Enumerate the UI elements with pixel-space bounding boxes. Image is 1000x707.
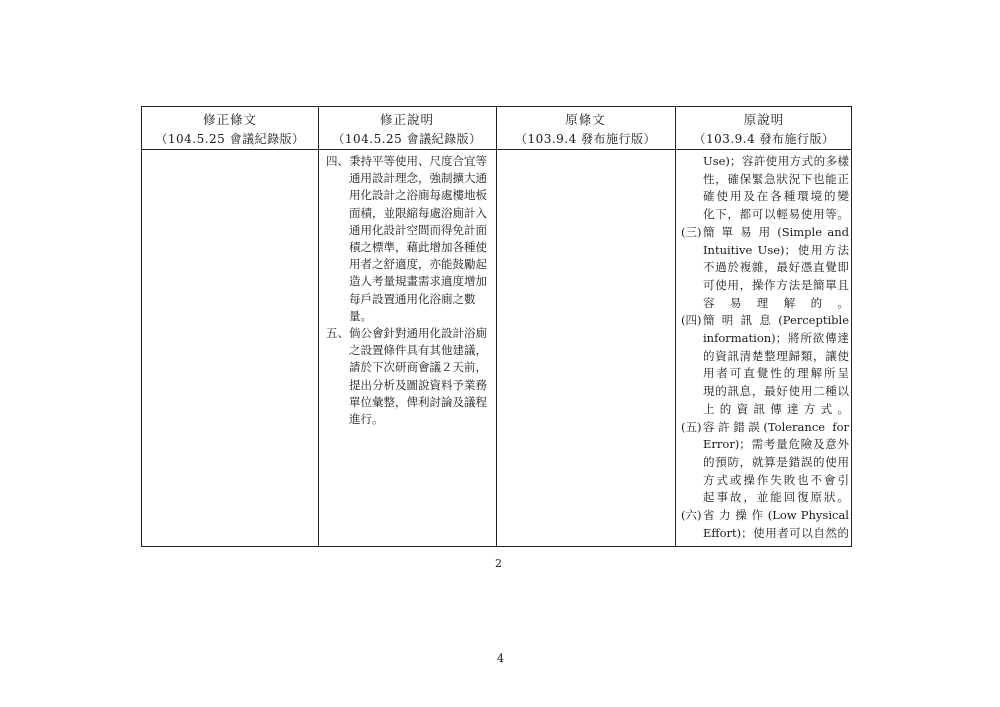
explanation-line bbox=[681, 489, 849, 507]
header-revised-text bbox=[142, 107, 318, 149]
header-subtitle: （103.9.4 發布施行版） bbox=[693, 132, 835, 146]
header-subtitle: （104.5.25 會議紀錄版） bbox=[155, 132, 305, 146]
item-marker bbox=[681, 242, 703, 260]
explanation-line bbox=[681, 348, 849, 366]
explanation-line bbox=[681, 312, 849, 330]
explanation-line bbox=[681, 419, 849, 437]
text-line: Error)；需考量危險及意外 bbox=[703, 437, 849, 452]
text-line: 提出分析及圖說資料予業務 bbox=[349, 377, 487, 392]
explanation-line bbox=[681, 454, 849, 472]
revision-comparison-table bbox=[141, 106, 852, 547]
explanation-line bbox=[681, 277, 849, 295]
explanation-line bbox=[681, 242, 849, 260]
inner-page-number: 2 bbox=[495, 557, 502, 570]
text-line: Use)；容許使用方式的多樣 bbox=[703, 154, 849, 168]
explanation-line bbox=[681, 472, 849, 490]
text-line: 方式或操作失敗也不會引 bbox=[703, 472, 849, 487]
text-line: 省 力 操 作 (Low Physical bbox=[703, 508, 849, 523]
header-title: 修正條文 bbox=[202, 112, 257, 127]
header-title: 修正說明 bbox=[379, 112, 434, 127]
column-divider bbox=[318, 107, 319, 546]
text-line: 每戶設置通用化浴廁之數 bbox=[349, 291, 476, 306]
item-marker bbox=[681, 454, 703, 472]
item-marker bbox=[681, 489, 703, 507]
text-line: 化下，都可以輕易使用等。 bbox=[703, 207, 849, 222]
text-line: 用化設計之浴廁每處樓地板 bbox=[349, 188, 487, 203]
text-line: 簡 明 訊 息 (Perceptible bbox=[703, 313, 849, 328]
item-marker bbox=[681, 348, 703, 366]
column-divider bbox=[496, 107, 497, 546]
text-line: 的預防，就算是錯誤的使用 bbox=[703, 454, 849, 469]
text-line: 用者可直覺性的理解所呈 bbox=[703, 366, 849, 381]
item-marker bbox=[681, 330, 703, 348]
text-line: 面積，並限縮每處浴廁計入 bbox=[349, 205, 487, 220]
original-explanation-lines bbox=[681, 153, 849, 542]
item-marker bbox=[681, 383, 703, 401]
item-marker: 五、 bbox=[326, 326, 349, 341]
text-line: 之設置條件具有其他建議， bbox=[349, 343, 487, 358]
explanation-line bbox=[681, 153, 849, 171]
item-marker bbox=[681, 472, 703, 490]
text-line: 上的資訊傳達方式。 bbox=[703, 401, 849, 416]
item-marker bbox=[681, 188, 703, 206]
text-line: 量。 bbox=[349, 308, 372, 323]
text-line: 容易理解的。 bbox=[703, 295, 849, 310]
text-line: 可使用，操作方法是簡單且 bbox=[703, 277, 849, 292]
outer-page-number: 4 bbox=[497, 652, 504, 665]
text-line: 不過於複雜，最好憑直覺即 bbox=[703, 260, 849, 275]
text-line: 進行。 bbox=[349, 412, 384, 427]
item-marker bbox=[681, 259, 703, 277]
explanation-line bbox=[681, 259, 849, 277]
header-original-explanation bbox=[675, 107, 853, 149]
explanation-line bbox=[681, 295, 849, 313]
explanation-line bbox=[681, 206, 849, 224]
header-title: 原條文 bbox=[565, 112, 606, 127]
explanation-line bbox=[681, 188, 849, 206]
text-line: 現的訊息，最好使用二種以 bbox=[703, 384, 849, 399]
header-divider bbox=[142, 149, 851, 150]
text-line: 請於下次研商會議２天前， bbox=[349, 360, 487, 375]
item-marker bbox=[681, 365, 703, 383]
original-explanation-body bbox=[681, 153, 849, 542]
header-subtitle: （103.9.4 發布施行版） bbox=[514, 132, 657, 146]
text-line: 確使用及在各種環境的變 bbox=[703, 189, 849, 204]
item-marker: (四) bbox=[681, 313, 702, 328]
explanation-line bbox=[681, 171, 849, 189]
header-original-text bbox=[496, 107, 675, 149]
text-line: 起事故，並能回復原狀。 bbox=[703, 490, 849, 505]
text-line: 性，確保緊急狀況下也能正 bbox=[703, 171, 849, 186]
item-marker bbox=[681, 401, 703, 419]
item-marker bbox=[681, 171, 703, 189]
explanation-line bbox=[681, 365, 849, 383]
text-line: 通用設計理念，強制擴大通 bbox=[349, 171, 487, 186]
explanation-line bbox=[681, 401, 849, 419]
text-line: Effort)；使用者可以自然的 bbox=[703, 525, 849, 540]
header-revised-explanation bbox=[318, 107, 496, 149]
item-text bbox=[349, 325, 494, 428]
column-divider bbox=[675, 107, 676, 546]
revised-explanation-body bbox=[326, 153, 494, 428]
explanation-line bbox=[681, 436, 849, 454]
text-line: 積之標準，藉此增加各種使 bbox=[349, 240, 487, 255]
header-subtitle: （104.5.25 會議紀錄版） bbox=[332, 132, 482, 146]
text-line: 秉持平等使用、尺度合宜等 bbox=[349, 154, 487, 168]
explanation-line bbox=[681, 507, 849, 525]
explanation-item bbox=[326, 153, 494, 325]
item-text bbox=[349, 153, 494, 325]
explanation-line bbox=[681, 224, 849, 242]
explanation-line bbox=[681, 383, 849, 401]
explanation-line bbox=[681, 525, 849, 543]
item-marker: 四、 bbox=[326, 154, 349, 168]
item-marker: (五) bbox=[681, 419, 702, 434]
item-marker: (三) bbox=[681, 224, 702, 239]
item-marker bbox=[681, 436, 703, 454]
item-marker bbox=[681, 525, 703, 543]
text-line: 造人考量規畫需求適度增加 bbox=[349, 274, 487, 289]
text-line: information)；將所欲傳達 bbox=[703, 331, 849, 346]
text-line: 單位彙整，俾利討論及議程 bbox=[349, 394, 487, 409]
text-line: 倘公會針對通用化設計浴廁 bbox=[349, 326, 487, 341]
item-marker: (六) bbox=[681, 508, 702, 523]
item-marker bbox=[681, 277, 703, 295]
text-line: Intuitive Use)；使用方法 bbox=[703, 242, 849, 257]
text-line: 的資訊清楚整理歸類，讓使 bbox=[703, 348, 849, 363]
explanation-line bbox=[681, 330, 849, 348]
item-marker bbox=[681, 295, 703, 313]
text-line: 簡 單 易 用 (Simple and bbox=[703, 224, 849, 239]
header-title: 原說明 bbox=[743, 112, 785, 127]
text-line: 通用化設計空間而得免計面 bbox=[349, 222, 487, 237]
text-line: 用者之舒適度，亦能鼓勵起 bbox=[349, 257, 487, 272]
explanation-item bbox=[326, 325, 494, 428]
item-marker bbox=[681, 153, 703, 171]
text-line: 容許錯誤(Tolerance for bbox=[703, 419, 849, 434]
item-marker bbox=[681, 206, 703, 224]
